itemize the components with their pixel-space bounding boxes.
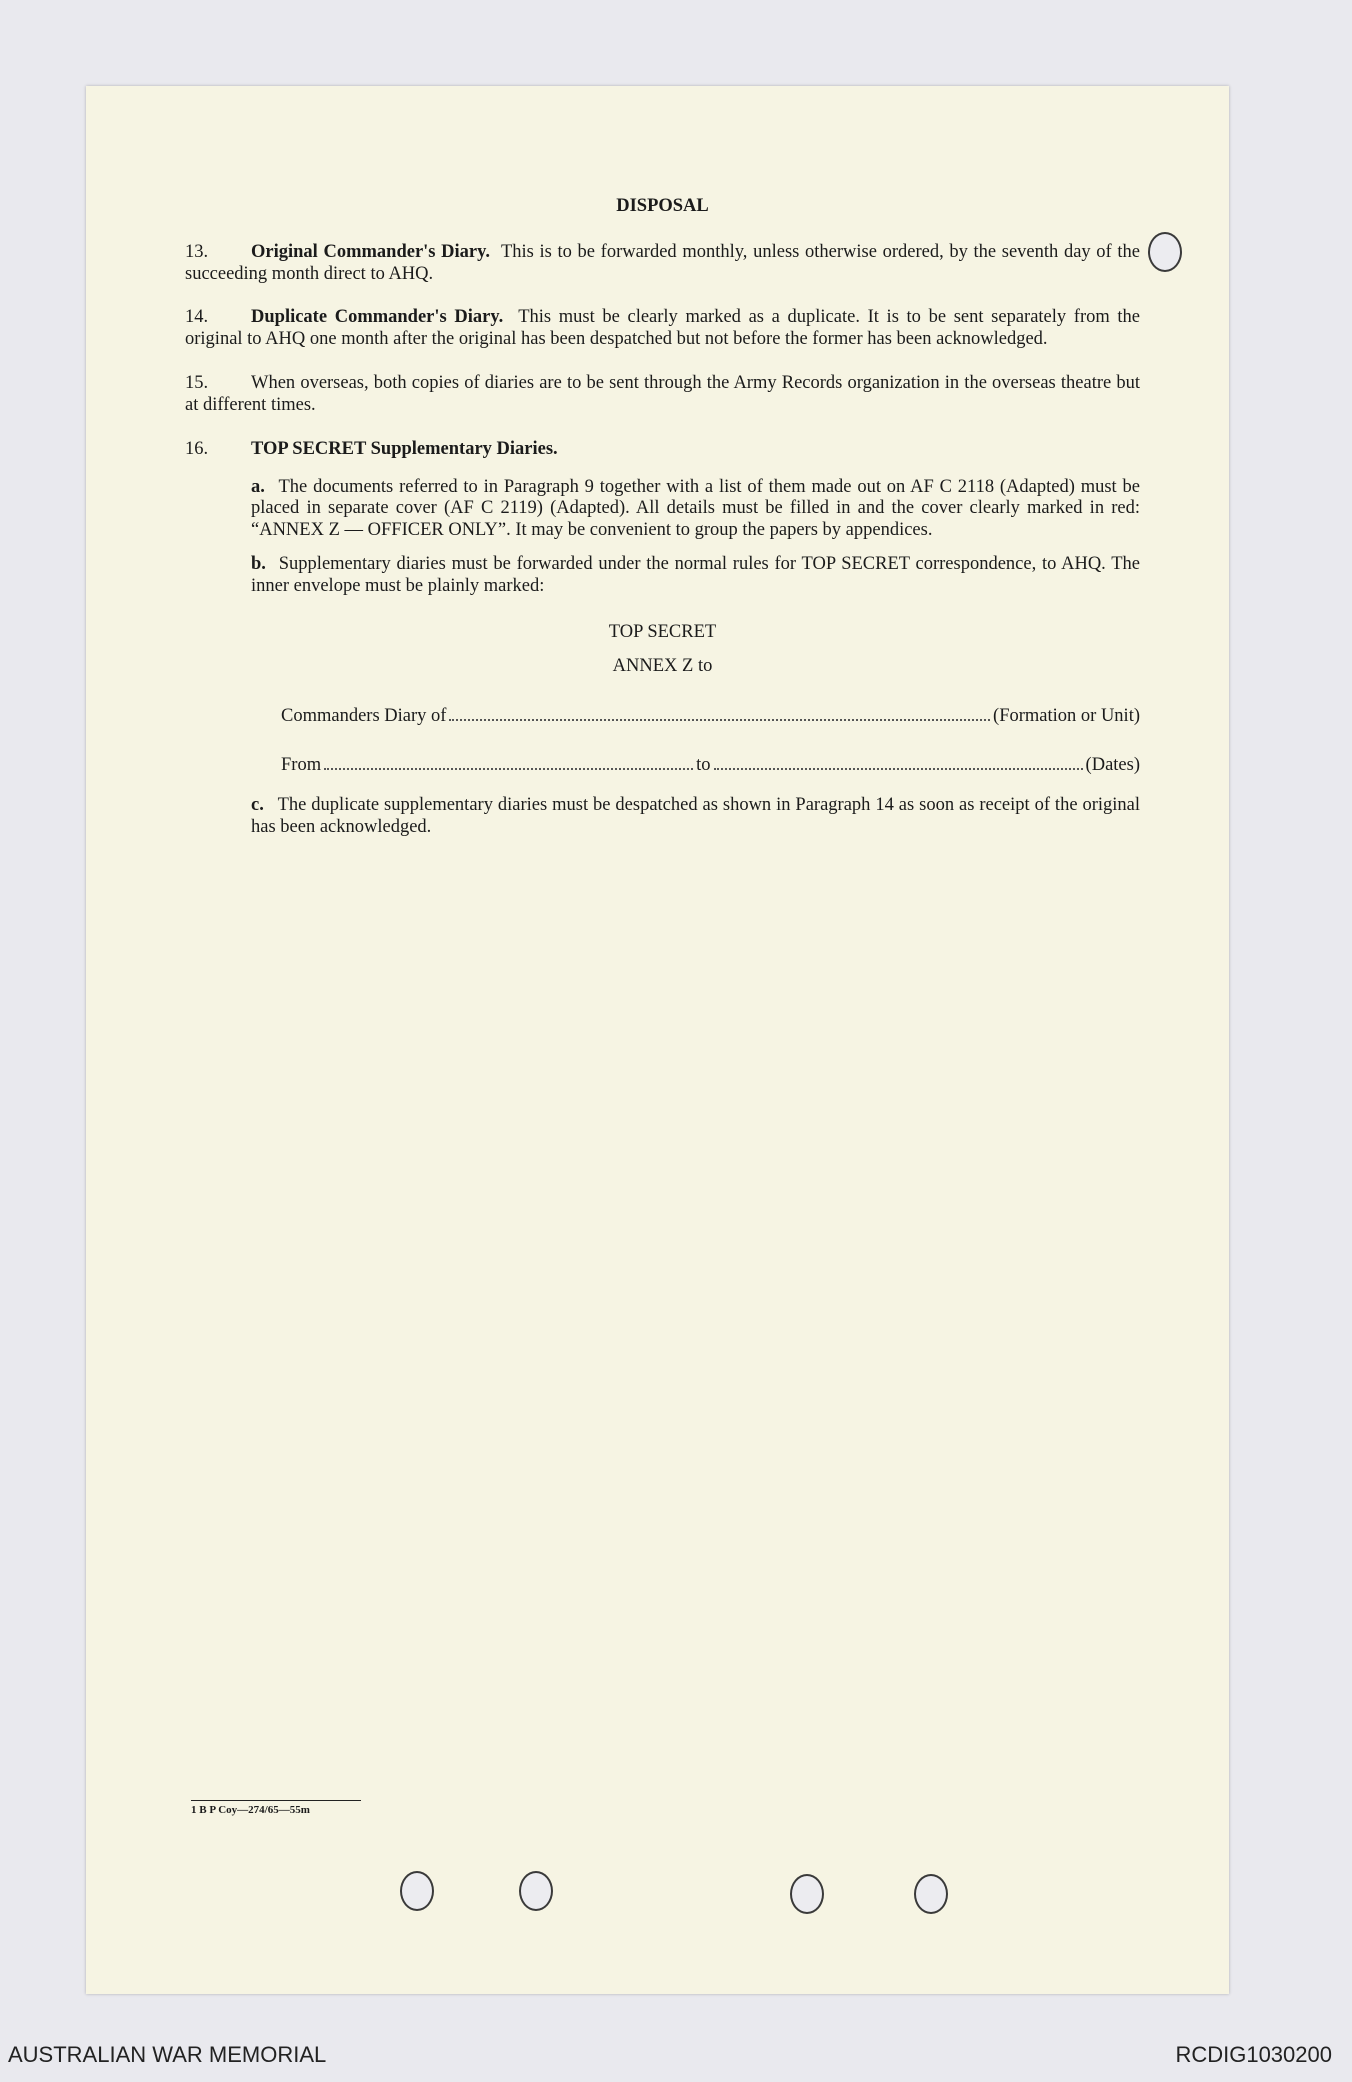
form-line-diary <box>281 705 1140 728</box>
form-mid: to <box>696 755 711 776</box>
punch-hole <box>400 1871 434 1911</box>
envelope-marking-annex: ANNEX Z to <box>612 655 713 676</box>
paragraph-number: 14. <box>185 307 209 328</box>
subparagraph-text: Supplementary diaries must be forwarded under the normal rules for TOP SECRET correspondence, to AHQ. The inner envelope must be plainly marked: <box>251 554 1140 596</box>
subparagraph-a <box>251 477 1140 542</box>
dotted-leader <box>449 705 990 721</box>
paragraph-heading: TOP SECRET Supplementary Diaries. <box>251 438 558 459</box>
subparagraph-c <box>251 795 1140 839</box>
punch-hole <box>790 1874 824 1914</box>
paragraph-number: 13. <box>185 241 209 262</box>
form-suffix: (Formation or Unit) <box>993 706 1140 727</box>
subparagraph-label: c. <box>251 795 264 816</box>
paragraph-text: This must be clearly marked as a duplicate. It is to be sent separately from the original to AHQ one month after the original has been despatched but not before the former has been acknowledged. <box>185 307 1141 350</box>
punch-hole <box>519 1871 553 1911</box>
paragraph-heading: Duplicate Commander's Diary. <box>251 307 504 328</box>
paragraph-number: 16. <box>185 438 209 459</box>
punch-hole <box>914 1874 948 1914</box>
subparagraph-text: The documents referred to in Paragraph 9 together with a list of them made out on AF C 2118 (Adapted) must be placed in separate cover (AF C 2119) (Adapted). All details must be filled in and the cover clearly marked in red: “ANNEX Z — OFFICER ONLY”. It may be convenient to group the papers by appendices. <box>251 476 1140 541</box>
footer-record-id: RCDIG1030200 <box>1175 2042 1332 2067</box>
document-title: DISPOSAL <box>616 196 709 216</box>
paragraph-text: This is to be forwarded monthly, unless otherwise ordered, by the seventh day of the succeeding month direct to AHQ. <box>185 241 1140 284</box>
paragraph-number: 15. <box>185 373 209 394</box>
punch-hole <box>1148 232 1182 272</box>
subparagraph-text: The duplicate supplementary diaries must be despatched as shown in Paragraph 14 as soon as receipt of the original has been acknowledged. <box>251 795 1141 837</box>
subparagraph-b <box>251 554 1140 598</box>
paragraph-13 <box>185 242 1140 286</box>
dotted-leader <box>714 754 1083 770</box>
form-suffix: (Dates) <box>1085 755 1140 776</box>
paragraph-text: When overseas, both copies of diaries are to be sent through the Army Records organization in the overseas theatre but at different times. <box>185 373 1140 415</box>
paragraph-15 <box>185 373 1140 417</box>
form-label: From <box>281 755 322 776</box>
subparagraph-label: b. <box>251 554 266 575</box>
envelope-marking-top-secret: TOP SECRET <box>608 621 717 642</box>
document-page <box>86 86 1229 1994</box>
footer-archive-name: AUSTRALIAN WAR MEMORIAL <box>8 2042 327 2067</box>
paragraph-14 <box>185 307 1140 351</box>
form-line-dates <box>281 754 1140 777</box>
subparagraph-label: a. <box>251 476 265 497</box>
dotted-leader <box>324 754 693 770</box>
paragraph-heading: Original Commander's Diary. <box>251 241 490 262</box>
document-body <box>185 196 1140 851</box>
printer-code: 1 B P Coy—274/65—55m <box>191 1800 361 1816</box>
paragraph-16-heading <box>185 439 1140 461</box>
form-label: Commanders Diary of <box>281 706 447 727</box>
